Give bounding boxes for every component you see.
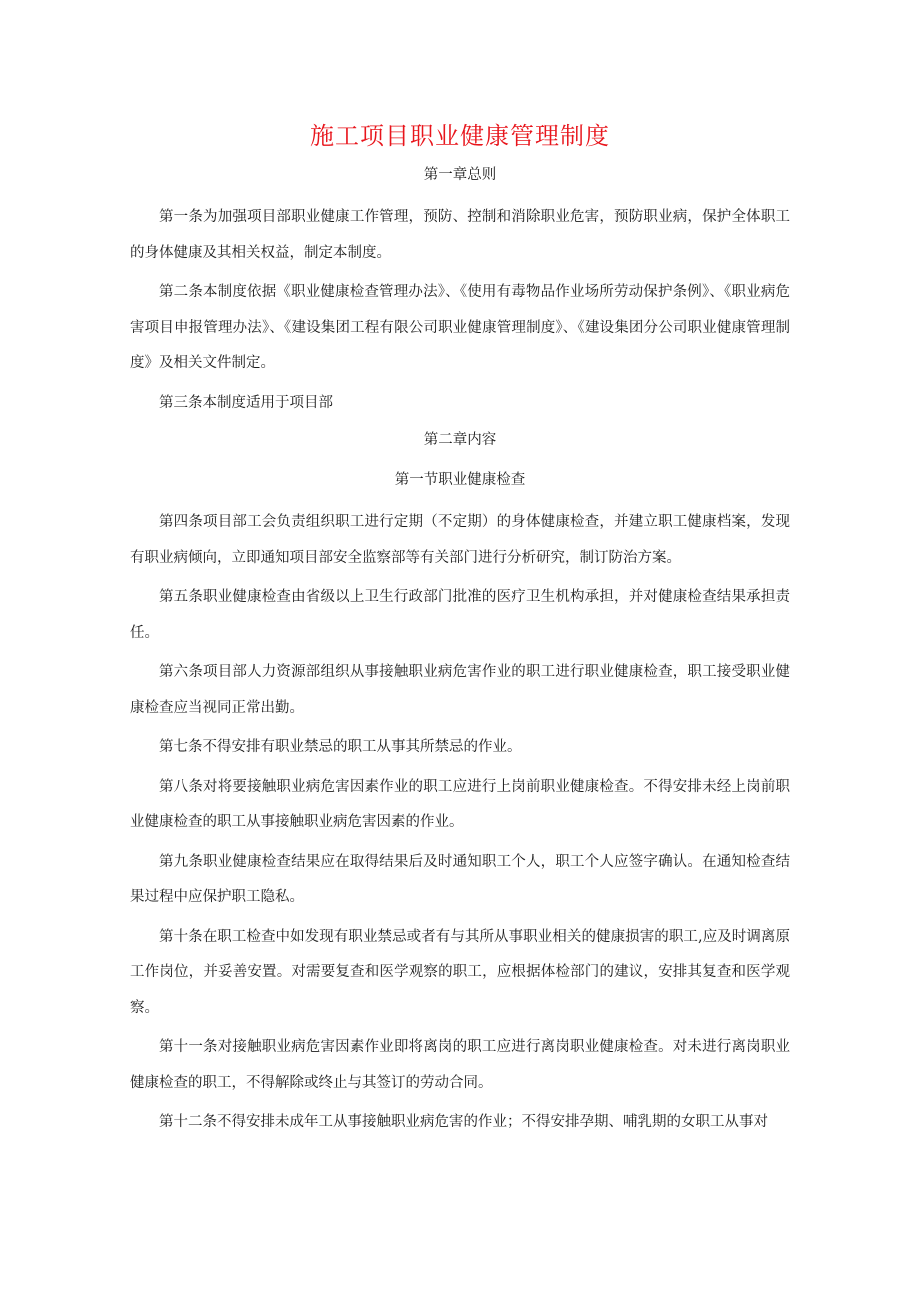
article-3: 第三条本制度适用于项目部: [159, 394, 333, 411]
article-10: 第十条在职工检查中如发现有职业禁忌或者有与其所从事职业相关的健康损害的职工,应及时调离原工作岗位，并妥善安置。对需要复查和医学观察的职工，应根据体检部门的建议，安排其复查和医学观察。: [130, 928, 790, 1016]
article-4: 第四条项目部工会负责组织职工进行定期（不定期）的身体健康检查，并建立职工健康档案，发现有职业病倾向，立即通知项目部安全监察部等有关部门进行分析研究，制订防治方案。: [130, 514, 790, 566]
article-12: 第十二条不得安排未成年工从事接触职业病危害的作业；不得安排孕期、哺乳期的女职工从事对: [159, 1114, 768, 1130]
article-7: 第七条不得安排有职业禁忌的职工从事其所禁忌的作业。: [159, 739, 522, 755]
document-body: [130, 160, 790, 1145]
article-8: 第八条对将要接触职业病危害因素作业的职工应进行上岗前职业健康检查。不得安排未经上岗前职业健康检查的职工从事接触职业病危害因素的作业。: [130, 778, 790, 830]
article-9: 第九条职业健康检查结果应在取得结果后及时通知职工个人，职工个人应签字确认。在通知检查结果过程中应保护职工隐私。: [130, 853, 790, 905]
article-11: 第十一条对接触职业病危害因素作业即将离岗的职工应进行离岗职业健康检查。对未进行离岗职业健康检查的职工，不得解除或终止与其签订的劳动合同。: [130, 1039, 790, 1091]
section-heading-1: 第一节职业健康检查: [394, 472, 526, 488]
document-title: 施工项目职业健康管理制度: [310, 122, 610, 150]
article-2: 第二条本制度依据《职业健康检查管理办法》、《使用有毒物品作业场所劳动保护条例》、《职业病危害项目申报管理办法》、《建设集团工程有限公司职业健康管理制度》、《建设集团分公司职业健康管理制度》及相关文件制定。: [130, 284, 790, 371]
article-6: 第六条项目部人力资源部组织从事接触职业病危害作业的职工进行职业健康检查，职工接受职业健康检查应当视同正常出勤。: [130, 664, 790, 716]
chapter-heading-2: 第二章内容: [423, 432, 497, 448]
article-1: 第一条为加强项目部职业健康工作管理，预防、控制和消除职业危害，预防职业病，保护全体职工的身体健康及其相关权益，制定本制度。: [130, 209, 790, 261]
chapter-heading-1: 第一章总则: [423, 167, 497, 183]
article-5: 第五条职业健康检查由省级以上卫生行政部门批准的医疗卫生机构承担，并对健康检查结果承担责任。: [130, 589, 790, 641]
